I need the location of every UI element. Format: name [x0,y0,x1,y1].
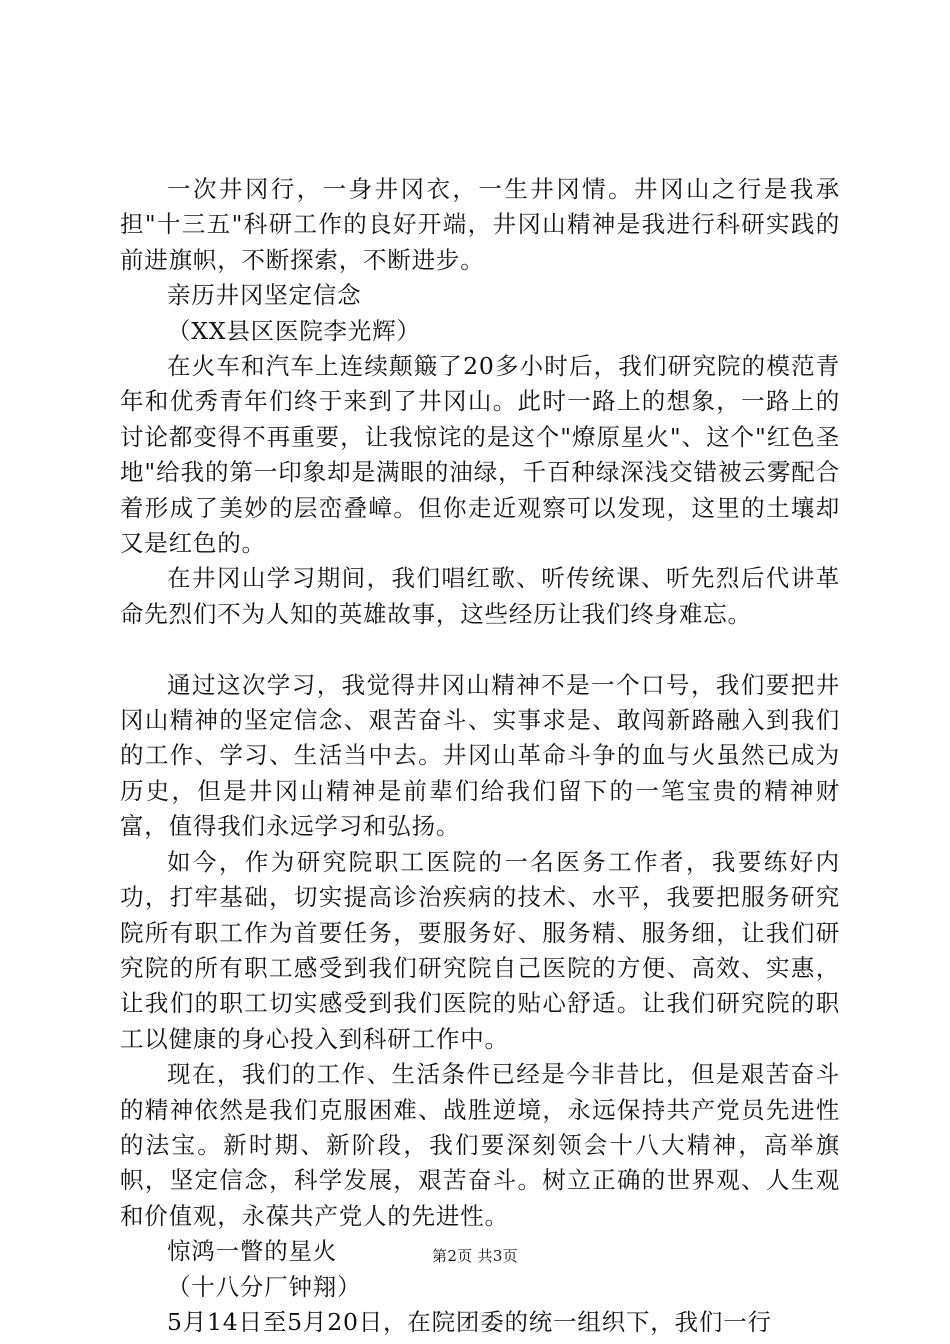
paragraph-jinggang-spirit: 通过这次学习，我觉得井冈山精神不是一个口号，我们要把井冈山精神的坚定信念、艰苦奋斗、实事求是、敢闯新路融入到我们的工作、学习、生活当中去。井冈山革命斗争的血与火虽然已成为历史，但是井冈山精神是前辈们给我们留下的一笔宝贵的精神财富，值得我们永远学习和弘扬。 [120,670,840,841]
paragraph-jinggang-trip-summary: 一次井冈行，一身井冈衣，一生井冈情。井冈山之行是我承担"十三五"科研工作的良好开端，井冈山精神是我进行科研实践的前进旗帜，不断探索，不断进步。 [120,175,840,274]
section-author-li-guanghui: （XX县区医院李光辉） [167,316,421,345]
paragraph-arrival-jinggangshan: 在火车和汽车上连续颠簸了20多小时后，我们研究院的模范青年和优秀青年们终于来到了井冈山。此时一路上的想象，一路上的讨论都变得不再重要，让我惊诧的是这个"燎原星火"、这个"红色圣地"给我的第一印象却是满眼的油绿，千百种绿深浅交错被云雾配合着形成了美妙的层峦叠嶂。但你走近观察可以发现，这里的土壤却又是红色的。 [120,352,840,558]
document-body [120,172,840,1340]
paragraph-medical-worker-duty: 如今，作为研究院职工医院的一名医务工作者，我要练好内功，打牢基础，切实提高诊治疾病的技术、水平，我要把服务研究院所有职工作为首要任务，要服务好、服务精、服务细，让我们研究院的所有职工感受到我们研究院自己医院的方便、高效、实惠，让我们的职工切实感受到我们医院的贴心舒适。让我们研究院的职工以健康的身心投入到科研工作中。 [120,847,840,1053]
section-heading-firm-belief: 亲历井冈坚定信念 [167,281,362,310]
paragraph-trip-dates: 5月14日至5月20日，在院团委的统一组织下，我们一行 [167,1307,772,1336]
paragraph-study-period: 在井冈山学习期间，我们唱红歌、听传统课、听先烈后代讲革命先烈们不为人知的英雄故事，这些经历让我们终身难忘。 [120,564,840,628]
page-number-footer: 第2页 共3页 [432,1247,518,1265]
section-heading-spark-glimpse: 惊鸿一瞥的星火 [167,1237,338,1266]
paragraph-hard-work-spirit: 现在，我们的工作、生活条件已经是今非昔比，但是艰苦奋斗的精神依然是我们克服困难、战胜逆境，永远保持共产党员先进性的法宝。新时期、新阶段，我们要深刻领会十八大精神，高举旗帜，坚定信念，科学发展，艰苦奋斗。树立正确的世界观、人生观和价值观，永葆共产党人的先进性。 [120,1060,840,1230]
section-author-zhong-xiang: （十八分厂钟翔） [167,1272,362,1301]
